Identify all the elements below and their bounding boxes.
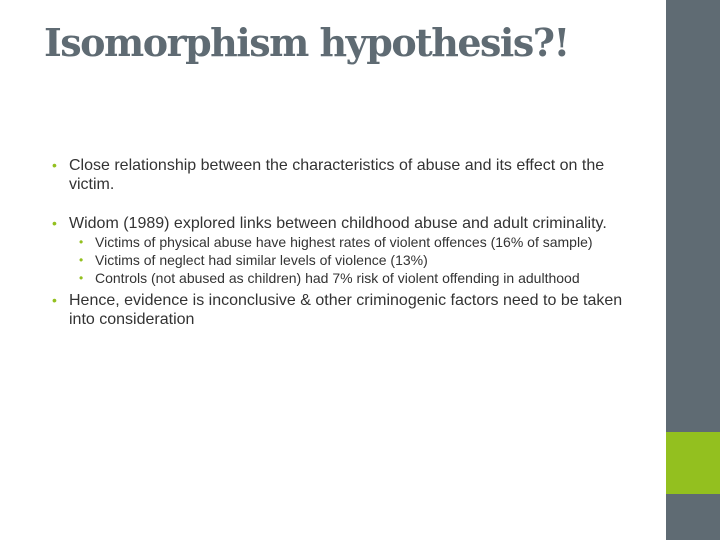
sub-bullet-item xyxy=(79,252,652,269)
bullet-text: Hence, evidence is inconclusive & other criminogenic factors need to be taken into consideration xyxy=(69,292,623,328)
sub-bullet-text: Controls (not abused as children) had 7% risk of violent offending in adulthood xyxy=(95,270,580,286)
bullet-icon: • xyxy=(52,292,57,308)
bullet-item xyxy=(52,214,652,233)
bullet-icon: • xyxy=(79,271,84,285)
bullet-item xyxy=(52,291,652,329)
bullet-icon: • xyxy=(79,235,84,249)
slide-title: Isomorphism hypothesis?! xyxy=(44,20,569,65)
slide-content xyxy=(52,156,652,329)
sub-bullet-item xyxy=(79,270,652,287)
bullet-text: Widom (1989) explored links between childhood abuse and adult criminality. xyxy=(69,215,607,232)
bullet-icon: • xyxy=(52,157,57,173)
bullet-item xyxy=(52,156,652,194)
sub-bullet-text: Victims of neglect had similar levels of violence (13%) xyxy=(95,252,428,268)
bullet-text: Close relationship between the characteristics of abuse and its effect on the victim. xyxy=(69,157,605,193)
sub-bullet-item xyxy=(79,234,652,251)
bullet-icon: • xyxy=(79,253,84,267)
accent-block xyxy=(666,432,720,494)
bullet-icon: • xyxy=(52,215,57,231)
sub-bullet-text: Victims of physical abuse have highest rates of violent offences (16% of sample) xyxy=(95,234,593,250)
